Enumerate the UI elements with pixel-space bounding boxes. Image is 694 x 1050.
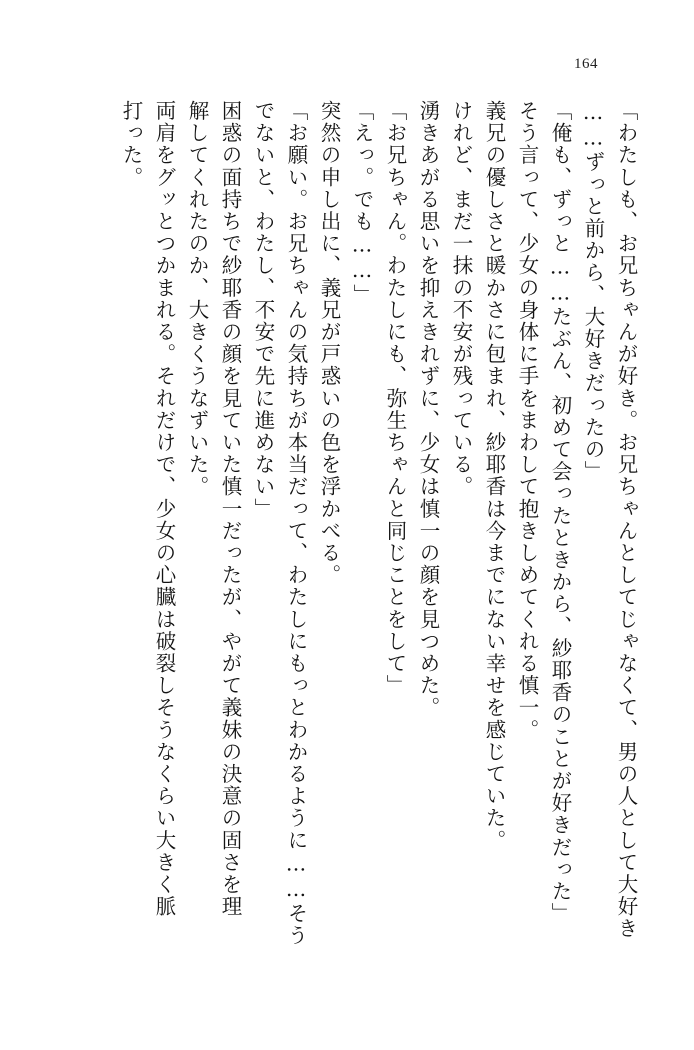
text-column: 「お兄ちゃん。わたしにも、弥生ちゃんと同じことをして」 bbox=[383, 100, 407, 697]
text-column: けれど、まだ一抹の不安が残っている。 bbox=[449, 100, 473, 498]
text-column: 「わたしも、お兄ちゃんが好き。お兄ちゃんとしてじゃなくて、男の人として大好き bbox=[614, 100, 638, 940]
text-column: 両肩をグッとつかまれる。それだけで、少女の心臓は破裂しそうなくらい大きく脈 bbox=[152, 100, 176, 918]
vertical-text-block bbox=[62, 100, 636, 980]
text-column: 湧きあがる思いを抑えきれずに、少女は慎一の顔を見つめた。 bbox=[416, 100, 440, 719]
text-column: 「お願い。お兄ちゃんの気持ちが本当だって、わたしにもっとわかるように……そう bbox=[284, 100, 308, 947]
page-number: 164 bbox=[574, 56, 598, 72]
text-column: でないと、わたし、不安で先に進めない」 bbox=[251, 100, 275, 520]
text-column: ……ずっと前から、大好きだったの」 bbox=[581, 100, 605, 483]
text-column: 義兄の優しさと暖かさに包まれ、紗耶香は今までにない幸せを感じていた。 bbox=[482, 100, 506, 852]
text-column: 打った。 bbox=[119, 100, 143, 189]
text-column: 解してくれたのか、大きくうなずいた。 bbox=[185, 100, 209, 498]
text-column: 突然の申し出に、義兄が戸惑いの色を浮かべる。 bbox=[317, 100, 341, 587]
text-column: 困惑の面持ちで紗耶香の顔を見ていた慎一だったが、やがて義妹の決意の固さを理 bbox=[218, 100, 242, 918]
text-column: そう言って、少女の身体に手をまわして抱きしめてくれる慎一。 bbox=[515, 100, 539, 741]
text-column: 「えっ。でも……」 bbox=[350, 100, 374, 306]
text-column: 「俺も、ずっと……たぶん、初めて会ったときから、紗耶香のことが好きだった」 bbox=[548, 100, 572, 925]
